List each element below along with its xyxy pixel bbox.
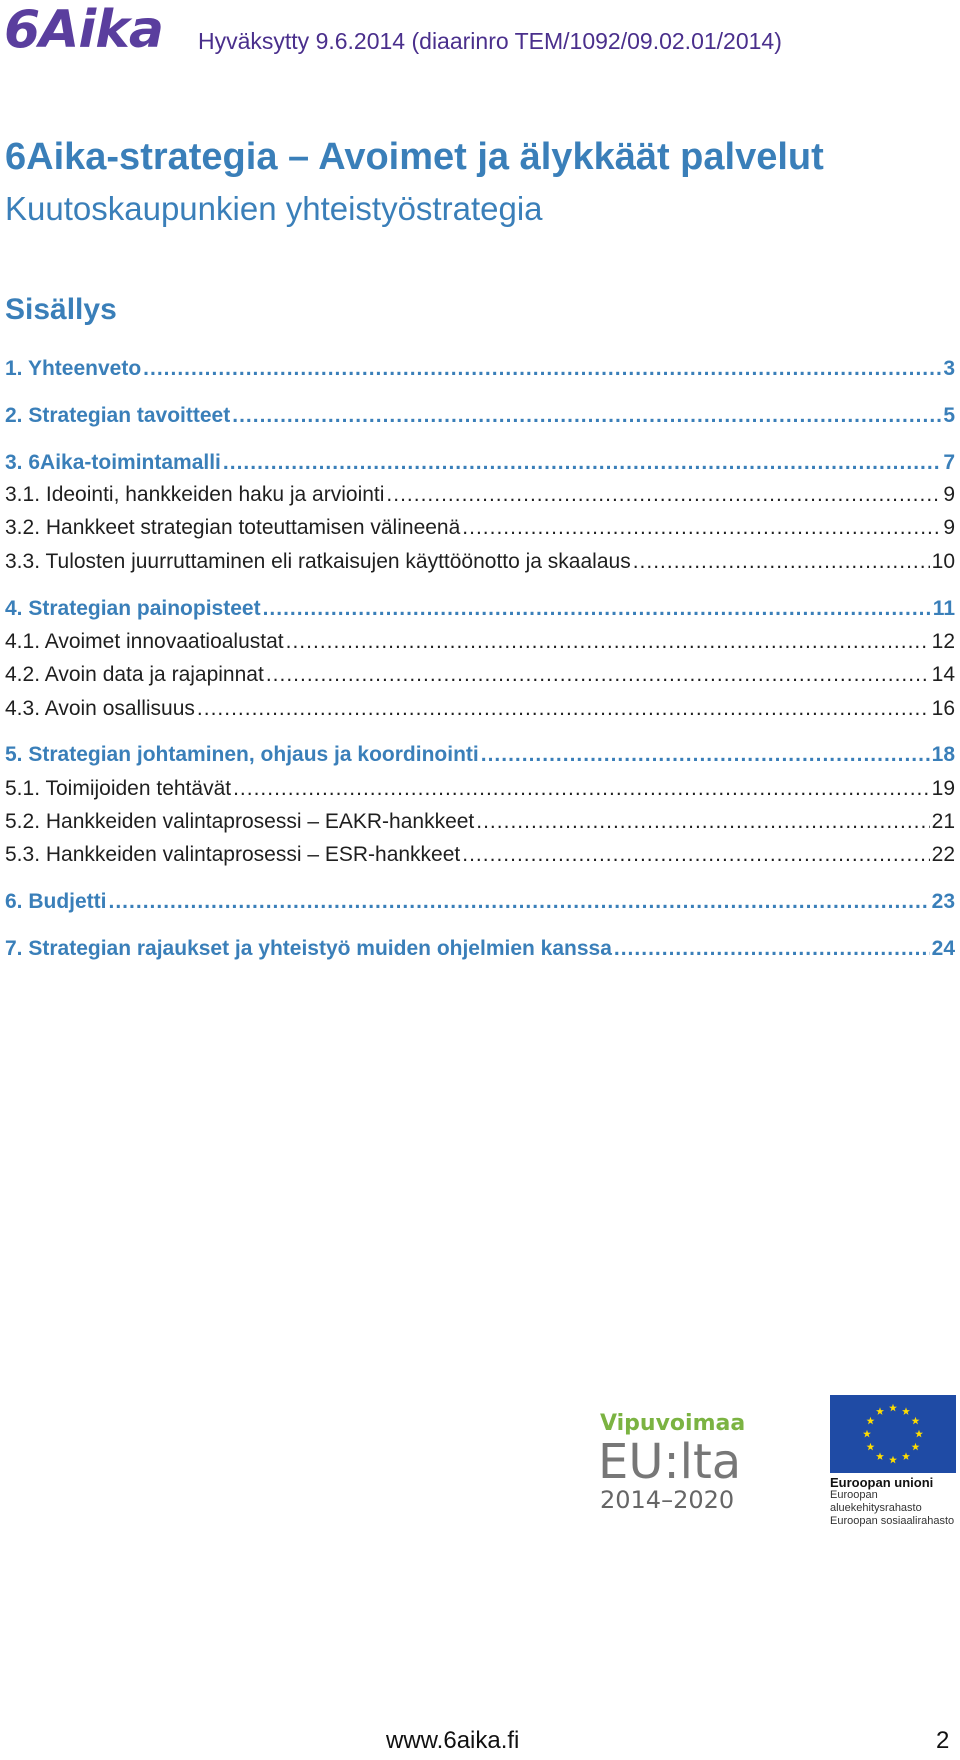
toc-entry[interactable] [5, 888, 955, 916]
toc-dot-leader [197, 695, 930, 723]
document-title: 6Aika-strategia – Avoimet ja älykkäät palvelut [5, 136, 824, 178]
toc-entry[interactable] [5, 775, 955, 803]
eu-caption-line3: Euroopan sosiaalirahasto [830, 1515, 955, 1527]
toc-dot-leader [614, 935, 930, 963]
toc-entry[interactable] [5, 661, 955, 689]
toc-dot-leader [633, 548, 930, 576]
toc-entry-label: 5.3. Hankkeiden valintaprosessi – ESR-hankkeet [5, 843, 461, 866]
toc-entry-page: 19 [931, 777, 955, 800]
toc-entry[interactable] [5, 841, 955, 869]
toc-entry-label: 7. Strategian rajaukset ja yhteistyö muiden ohjelmien kanssa [5, 937, 612, 960]
toc-entry-label: 3. 6Aika-toimintamalli [5, 451, 221, 474]
toc-entry-page: 16 [931, 697, 955, 720]
toc-entry-label: 5.1. Toimijoiden tehtävät [5, 777, 232, 800]
toc-dot-leader [263, 595, 931, 623]
toc-dot-leader [286, 628, 930, 656]
toc-entry-page: 10 [931, 550, 955, 573]
toc-dot-leader [481, 741, 930, 769]
toc-entry-page: 7 [943, 451, 955, 474]
toc-entry-label: 4. Strategian painopisteet [5, 597, 261, 620]
toc-dot-leader [462, 841, 929, 869]
toc-dot-leader [266, 661, 930, 689]
toc-entry-page: 22 [931, 843, 955, 866]
toc-entry[interactable] [5, 595, 955, 623]
toc-entry-page: 12 [931, 630, 955, 653]
vipuvoimaa-logo-line1: Vipuvoimaa [600, 1411, 746, 1436]
toc-entry-page: 24 [931, 937, 955, 960]
toc-dot-leader [143, 355, 941, 383]
toc-entry[interactable] [5, 628, 955, 656]
toc-entry[interactable] [5, 402, 955, 430]
toc-entry[interactable] [5, 935, 955, 963]
toc-entry-label: 3.1. Ideointi, hankkeiden haku ja arviointi [5, 483, 385, 506]
toc-entry-page: 11 [932, 597, 955, 620]
toc-dot-leader [233, 775, 930, 803]
approval-text: Hyväksytty 9.6.2014 (diaarinro TEM/1092/09.02.01/2014) [198, 28, 782, 54]
toc-dot-leader [462, 514, 941, 542]
toc-entry-label: 4.1. Avoimet innovaatioalustat [5, 630, 284, 653]
eu-caption-main: Euroopan unioni [830, 1475, 934, 1490]
toc-entry-label: 5.2. Hankkeiden valintaprosessi – EAKR-hankkeet [5, 810, 475, 833]
eu-caption-line2: Euroopan aluekehitysrahasto [830, 1489, 922, 1514]
eu-flag-icon [830, 1395, 956, 1473]
footer-page-number: 2 [936, 1727, 950, 1754]
toc-entry-page: 23 [931, 890, 955, 913]
toc-entry-page: 3 [943, 357, 955, 380]
toc-entry[interactable] [5, 695, 955, 723]
vipuvoimaa-logo-line3: 2014–2020 [600, 1486, 735, 1514]
footer-url[interactable]: www.6aika.fi [386, 1727, 520, 1754]
toc-entry-page: 21 [931, 810, 955, 833]
brand-logo: 6Aika [4, 0, 163, 60]
toc-entry-page: 9 [943, 516, 955, 539]
toc-entry[interactable] [5, 355, 955, 383]
toc-entry[interactable] [5, 481, 955, 509]
toc-entry-page: 18 [931, 743, 955, 766]
toc-entry[interactable] [5, 514, 955, 542]
toc-dot-leader [223, 449, 941, 477]
vipuvoimaa-eulta-logo [598, 1408, 758, 1518]
toc-dot-leader [386, 481, 941, 509]
toc-entry-label: 4.3. Avoin osallisuus [5, 697, 195, 720]
vipuvoimaa-logo-line2: EU:lta [598, 1434, 742, 1490]
toc-dot-leader [232, 402, 941, 430]
toc-entry-label: 5. Strategian johtaminen, ohjaus ja koordinointi [5, 743, 479, 766]
toc-dot-leader [476, 808, 929, 836]
toc-heading: Sisällys [5, 293, 117, 326]
toc-entry-label: 6. Budjetti [5, 890, 107, 913]
toc-entry-label: 3.2. Hankkeet strategian toteuttamisen välineenä [5, 516, 461, 539]
toc-entry-label: 1. Yhteenveto [5, 357, 142, 380]
toc-entry-label: 3.3. Tulosten juurruttaminen eli ratkaisujen käyttöönotto ja skaalaus [5, 550, 631, 573]
toc-entry-page: 14 [931, 663, 955, 686]
toc-entry-page: 9 [943, 483, 955, 506]
document-subtitle: Kuutoskaupunkien yhteistyöstrategia [5, 190, 543, 227]
eu-flag-caption [830, 1476, 958, 1528]
toc-entry[interactable] [5, 741, 955, 769]
toc-entry-page: 5 [943, 404, 955, 427]
toc-entry[interactable] [5, 808, 955, 836]
toc-entry-label: 2. Strategian tavoitteet [5, 404, 231, 427]
toc-entry-label: 4.2. Avoin data ja rajapinnat [5, 663, 264, 686]
toc-dot-leader [109, 888, 930, 916]
toc-entry[interactable] [5, 548, 955, 576]
toc-entry[interactable] [5, 449, 955, 477]
